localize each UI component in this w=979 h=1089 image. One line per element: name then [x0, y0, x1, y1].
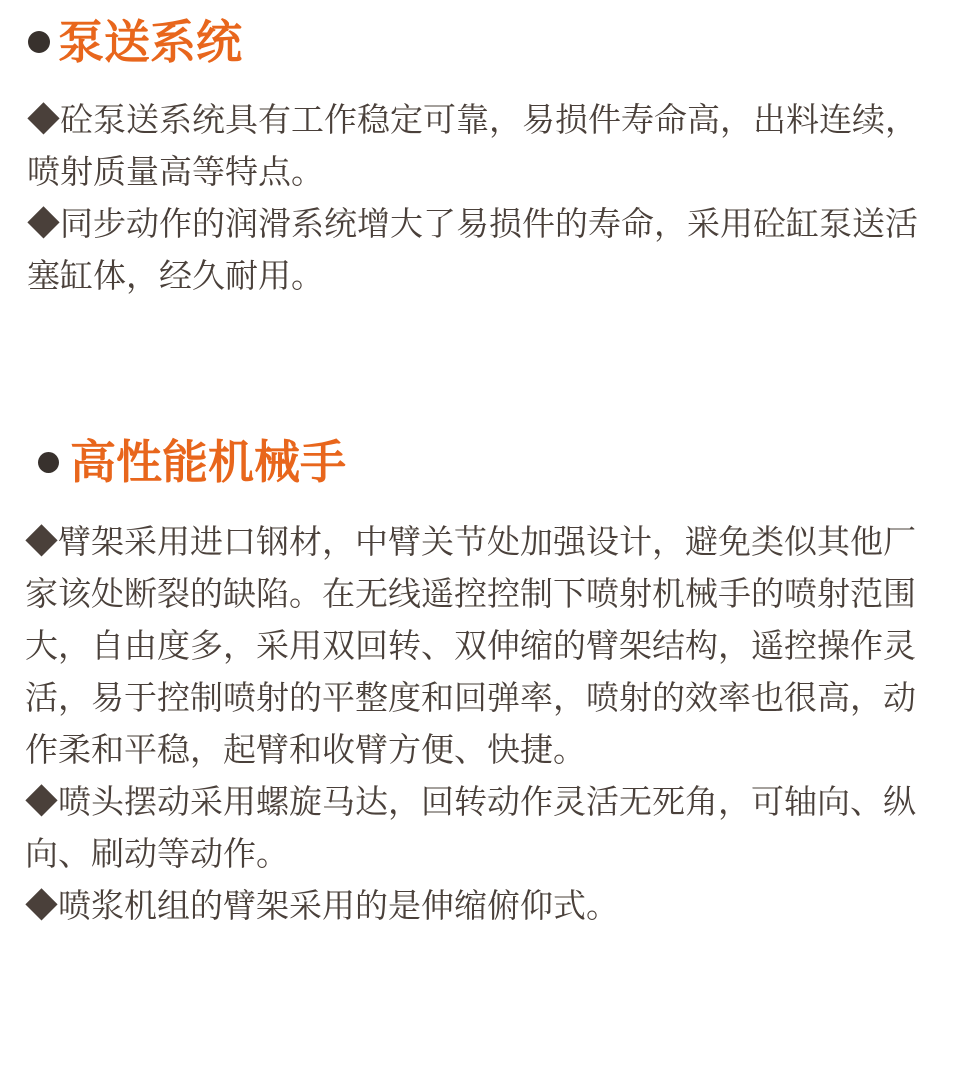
- feature-text: 喷浆机组的臂架采用的是伸缩俯仰式。: [58, 887, 619, 924]
- circle-bullet-icon: [38, 452, 59, 473]
- section-title: 泵送系统: [58, 16, 242, 68]
- feature-item: [25, 776, 930, 880]
- feature-text: 臂架采用进口钢材，中臂关节处加强设计，避免类似其他厂家该处断裂的缺陷。在无线遥控控制下喷射机械手的喷射范围大，自由度多，采用双回转、双伸缩的臂架结构，遥控操作灵活，易于控制喷射的平整度和回弹率，喷射的效率也很高，动作柔和平稳，起臂和收臂方便、快捷。: [25, 523, 916, 768]
- feature-text: 喷头摆动采用螺旋马达，回转动作灵活无死角，可轴向、纵向、刷动等动作。: [25, 783, 916, 872]
- section-pumping-system: [0, 14, 979, 302]
- feature-text: 砼泵送系统具有工作稳定可靠，易损件寿命高，出料连续，喷射质量高等特点。: [27, 101, 918, 190]
- circle-bullet-icon: [28, 31, 50, 53]
- feature-item: [27, 198, 932, 302]
- diamond-bullet-icon: ◆: [25, 887, 58, 924]
- feature-item: [27, 94, 932, 198]
- section-heading: [38, 434, 979, 490]
- diamond-bullet-icon: ◆: [27, 205, 60, 242]
- feature-text: 同步动作的润滑系统增大了易损件的寿命，采用砼缸泵送活塞缸体，经久耐用。: [27, 205, 918, 294]
- diamond-bullet-icon: ◆: [25, 523, 58, 560]
- diamond-bullet-icon: ◆: [25, 783, 58, 820]
- section-body: [27, 94, 932, 302]
- section-high-performance-manipulator: [0, 434, 979, 932]
- feature-item: [25, 880, 930, 932]
- feature-item: [25, 516, 930, 776]
- section-body: [25, 516, 930, 932]
- section-heading: [28, 14, 979, 70]
- diamond-bullet-icon: ◆: [27, 101, 60, 138]
- section-title: 高性能机械手: [70, 436, 346, 488]
